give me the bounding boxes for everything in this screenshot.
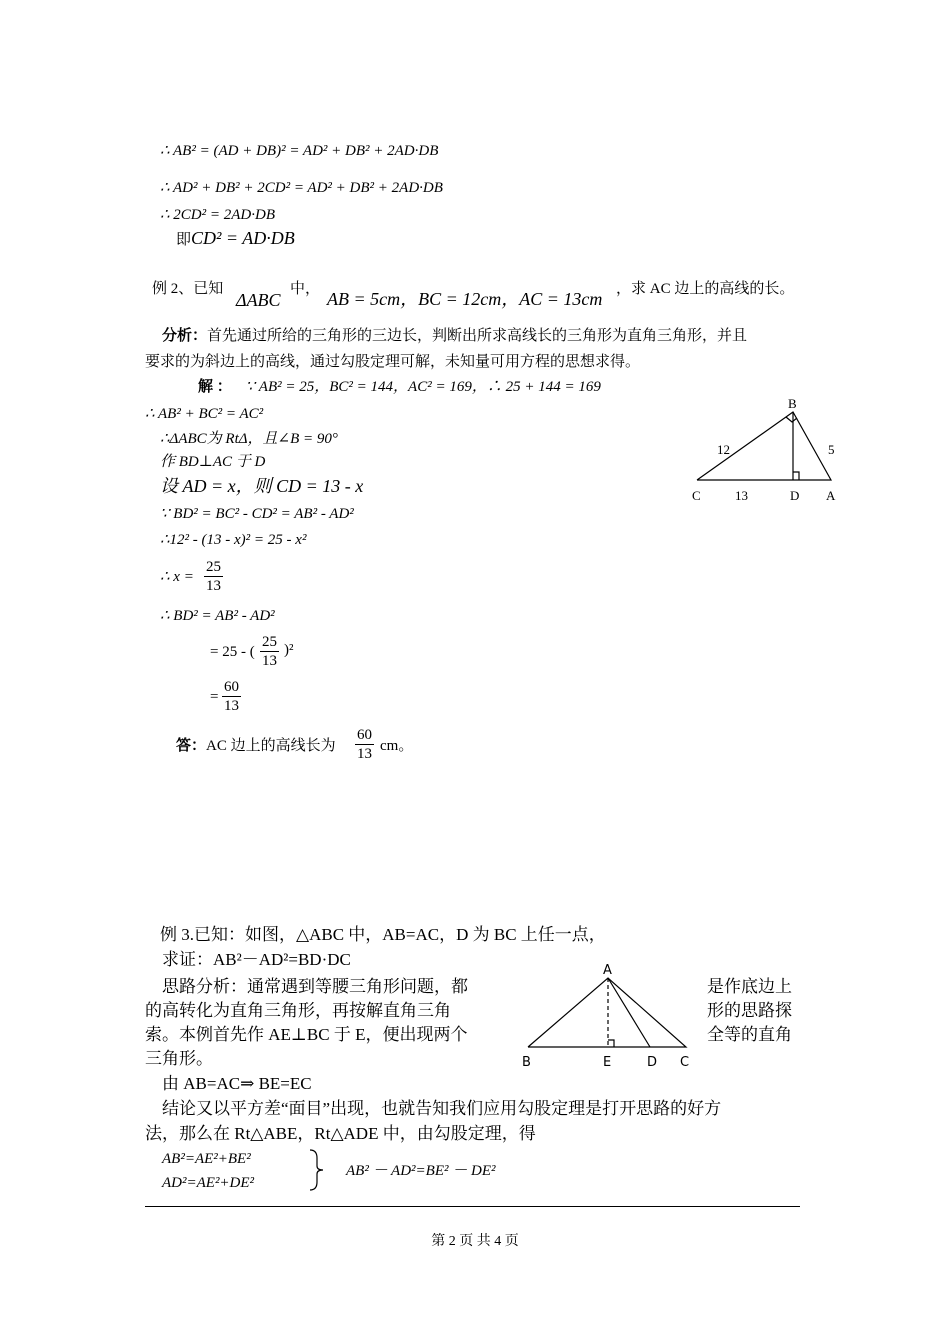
example2-given: AB = 5cm，BC = 12cm，AC = 13cm — [327, 289, 603, 309]
label-a: A — [826, 488, 836, 503]
label-a: A — [603, 963, 612, 978]
solution-line-1 — [198, 378, 601, 396]
proof-line-3: ∴ 2CD² = 2AD·DB — [160, 207, 275, 223]
example3-conclusion-2: 法，那么在 Rt△ABE，Rt△ADE 中，由勾股定理，得 — [145, 1124, 536, 1143]
solution-line-4: 作 BD⊥AC 于 D — [160, 454, 266, 470]
analysis-line-2: 要求的为斜边上的高线，通过勾股定理可解，未知量可用方程的思想求得。 — [145, 354, 641, 370]
proof-line-4-eq: CD² = AD·DB — [191, 228, 295, 248]
example3-line-1: 例 3.已知：如图，△ABC 中，AB=AC，D 为 BC 上任一点， — [160, 925, 606, 944]
example3-by: 由 AB=AC⇒ BE=EC — [162, 1074, 312, 1093]
label-c: C — [692, 488, 701, 503]
label-b: B — [788, 396, 797, 411]
example2-triangle: ΔABC — [236, 290, 281, 310]
solution-line-11-fraction — [222, 678, 241, 715]
example3-eq-1: AB²=AE²+BE² — [162, 1151, 251, 1167]
right-angle-mark-b — [786, 417, 797, 422]
example3-para-2a: 的高转化为直角三角形，再按解直角三角 — [145, 1001, 451, 1020]
label-e: E — [603, 1055, 612, 1070]
analysis-label: 分析： — [162, 328, 208, 344]
example2-zhong: 中， — [290, 281, 321, 297]
triangle-outline — [528, 978, 686, 1047]
example3-eq-result: AB² － AD²=BE² － DE² — [346, 1163, 496, 1179]
example3-para-4: 三角形。 — [145, 1049, 213, 1068]
example3-para-3a: 索。本例首先作 AE⊥BC 于 E，便出现两个 — [145, 1025, 468, 1044]
solution-line-3: ∴ΔABC为 RtΔ，且∠B = 90° — [160, 431, 338, 447]
proof-line-4-prefix: 即 — [176, 230, 192, 248]
label-d: D — [647, 1055, 658, 1070]
analysis-text-1: 首先通过所给的三角形的三边长，判断出所求高线长的三角形为直角三角形，并且 — [207, 328, 748, 344]
proof-line-1: ∴ AB² = (AD + DB)² = AD² + DB² + 2AD·DB — [160, 143, 439, 159]
label-d: D — [790, 488, 800, 503]
fraction-numerator: 60 — [224, 679, 239, 695]
fraction-denominator: 13 — [357, 746, 372, 762]
example3-para-1a: 思路分析：通常遇到等腰三角形问题，都 — [162, 977, 468, 996]
proof-line-4 — [176, 229, 295, 249]
answer-unit: cm。 — [380, 738, 414, 754]
label-length-ca: 13 — [735, 488, 748, 503]
answer-line — [176, 737, 336, 755]
label-length-bc: 12 — [717, 442, 730, 457]
example3-eq-2: AD²=AE²+DE² — [162, 1175, 255, 1191]
solution-line-11-prefix: = — [210, 689, 219, 705]
answer-label: 答： — [176, 738, 207, 754]
fraction-numerator: 25 — [262, 634, 277, 650]
solution-line-2: ∴ AB² + BC² = AC² — [145, 406, 264, 422]
solution-label: 解 ： — [198, 379, 232, 395]
example3-para-3b: 全等的直角 — [707, 1025, 792, 1044]
solution-line-6: ∵ BD² = BC² - CD² = AB² - AD² — [160, 506, 354, 522]
solution-line-5: 设 AD = x，则 CD = 13 - x — [160, 476, 364, 496]
page-number: 第 2 页 共 4 页 — [431, 1234, 519, 1249]
answer-fraction — [355, 726, 374, 763]
footer-divider — [145, 1206, 800, 1207]
fraction-numerator: 25 — [206, 559, 221, 575]
example3-para-1b: 是作底边上 — [707, 977, 792, 996]
solution-eq-1: ∵ AB² = 25，BC² = 144，AC² = 169，∴ 25 + 144 = 169 — [245, 379, 601, 395]
fraction-denominator: 13 — [262, 653, 277, 669]
label-b: B — [522, 1055, 531, 1070]
triangle-figure-1 — [685, 392, 845, 507]
right-angle-mark-d — [793, 472, 799, 480]
label-c: C — [680, 1055, 690, 1070]
example3-para-2b: 形的思路探 — [707, 1001, 792, 1020]
solution-line-7: ∴12² - (13 - x)² = 25 - x² — [160, 532, 307, 548]
solution-line-8-prefix: ∴ x = — [160, 569, 194, 585]
triangle-figure-2 — [520, 962, 700, 1070]
fraction-denominator: 13 — [224, 698, 239, 714]
example2-label: 例 2、已知 — [152, 281, 224, 297]
brace-icon — [306, 1148, 328, 1192]
solution-line-10-suffix: )² — [284, 642, 294, 658]
example3-line-2: 求证：AB²－AD²=BD·DC — [162, 950, 351, 969]
fraction-numerator: 60 — [357, 727, 372, 743]
right-angle-mark-e — [608, 1040, 614, 1047]
segment-ad — [608, 978, 650, 1047]
fraction-denominator: 13 — [206, 578, 221, 594]
solution-line-10-prefix: = 25 - ( — [210, 644, 255, 660]
proof-line-2: ∴ AD² + DB² + 2CD² = AD² + DB² + 2AD·DB — [160, 180, 443, 196]
analysis-line-1 — [162, 327, 747, 345]
solution-line-8-fraction — [204, 558, 223, 595]
answer-text: AC 边上的高线长为 — [206, 738, 336, 754]
solution-line-9: ∴ BD² = AB² - AD² — [160, 608, 275, 624]
solution-line-10-fraction — [260, 633, 279, 670]
example2-ask: ，求 AC 边上的高线的长。 — [616, 281, 795, 297]
example3-conclusion-1: 结论又以平方差“面目”出现，也就告知我们应用勾股定理是打开思路的好方 — [162, 1099, 722, 1118]
label-length-ab: 5 — [828, 442, 835, 457]
